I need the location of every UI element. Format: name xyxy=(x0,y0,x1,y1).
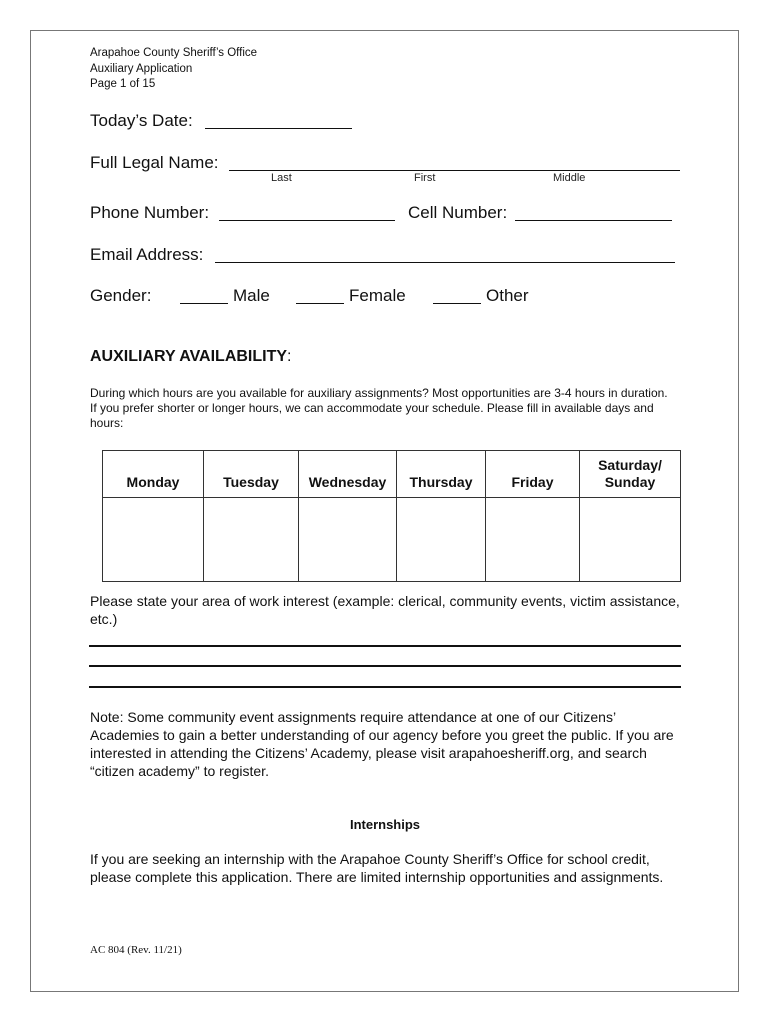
internships-text: If you are seeking an internship with the Arapahoe County Sheriff’s Office for school credit, please complete this application. There are limited internship opportunities and assignments. xyxy=(90,851,664,885)
header-page-number: Page 1 of 15 xyxy=(90,78,156,90)
interest-line-2[interactable] xyxy=(89,665,681,667)
interest-line-1[interactable] xyxy=(89,645,681,647)
monday-hours-cell[interactable] xyxy=(103,498,204,582)
header-org: Arapahoe County Sheriff’s Office xyxy=(90,47,258,59)
full-name-line[interactable] xyxy=(229,170,680,171)
phone-label: Phone Number: xyxy=(90,203,210,222)
cell-label: Cell Number: xyxy=(408,203,508,222)
availability-heading: AUXILIARY AVAILABILITY: xyxy=(90,348,292,365)
email-line[interactable] xyxy=(215,262,675,263)
gender-label: Gender: xyxy=(90,286,152,305)
tuesday-hours-cell[interactable] xyxy=(204,498,299,582)
day-header-monday: Monday xyxy=(103,451,204,498)
day-header-friday: Friday xyxy=(486,451,580,498)
gender-female-option: Female xyxy=(349,286,406,305)
day-header-tuesday: Tuesday xyxy=(204,451,299,498)
gender-other-line[interactable] xyxy=(433,303,481,304)
gender-male-line[interactable] xyxy=(180,303,228,304)
availability-intro: During which hours are you available for auxiliary assignments? Most opportunities are 3-4 hours in duration. If you prefer shorter or longer hours, we can accommodate your schedule. Please fill in available days and hours: xyxy=(90,386,668,430)
form-footer-code: AC 804 (Rev. 11/21) xyxy=(90,944,182,956)
full-name-label: Full Legal Name: xyxy=(90,153,219,172)
availability-table xyxy=(102,450,681,582)
cell-line[interactable] xyxy=(515,220,672,221)
phone-line[interactable] xyxy=(219,220,395,221)
internships-heading: Internships xyxy=(349,817,421,832)
gender-other-option: Other xyxy=(486,286,529,305)
interest-prompt: Please state your area of work interest (example: clerical, community events, victim assistance, etc.) xyxy=(90,593,680,627)
todays-date-line[interactable] xyxy=(205,128,352,129)
thursday-hours-cell[interactable] xyxy=(397,498,486,582)
todays-date-label: Today’s Date: xyxy=(90,111,193,130)
citizens-academy-note: Note: Some community event assignments require attendance at one of our Citizens’ Academies to gain a better understanding of our agency before you greet the public. If you are interested in attending the Citizens’ Academy, please visit arapahoesheriff.org, and search “citizen academy” to register. xyxy=(90,709,674,779)
name-part-last: Last xyxy=(271,172,292,184)
friday-hours-cell[interactable] xyxy=(486,498,580,582)
day-header-thursday: Thursday xyxy=(397,451,486,498)
gender-female-line[interactable] xyxy=(296,303,344,304)
wednesday-hours-cell[interactable] xyxy=(299,498,397,582)
name-part-first: First xyxy=(414,172,436,184)
header-form-title: Auxiliary Application xyxy=(90,63,193,75)
day-header-weekend: Saturday/ Sunday xyxy=(580,451,681,498)
gender-male-option: Male xyxy=(233,286,270,305)
interest-line-3[interactable] xyxy=(89,686,681,688)
weekend-hours-cell[interactable] xyxy=(580,498,681,582)
day-header-wednesday: Wednesday xyxy=(299,451,397,498)
email-label: Email Address: xyxy=(90,245,204,264)
name-part-middle: Middle xyxy=(553,172,586,184)
